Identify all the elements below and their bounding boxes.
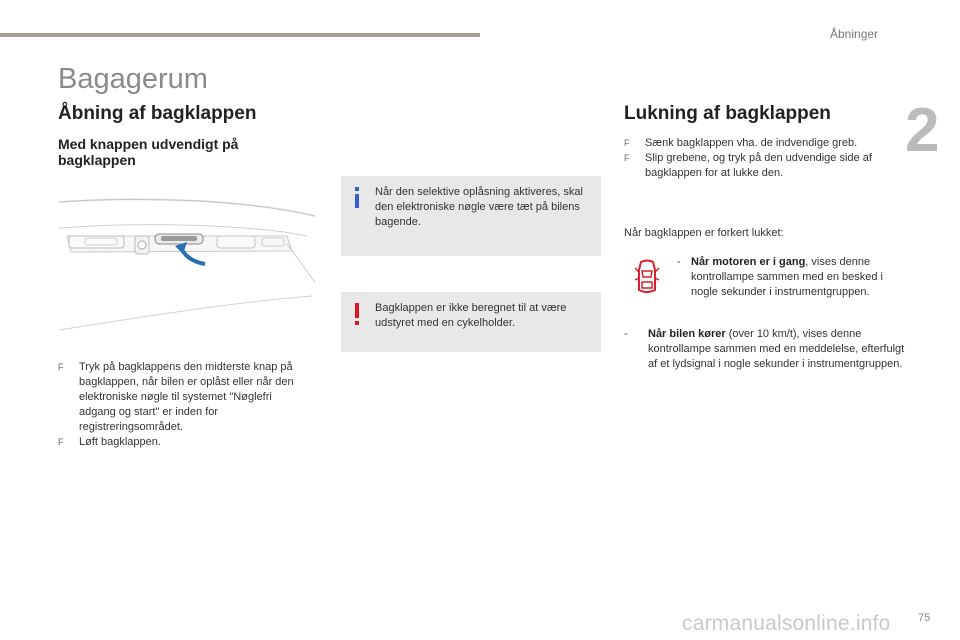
list-item: F Løft bagklappen.: [58, 436, 161, 448]
info-note-text: Når den selektive oplåsning aktiveres, skal den elektroniske nøgle være tæt på bilens bagende.: [375, 186, 583, 228]
bullet-icon: F: [624, 138, 630, 148]
open-tailgate-warning-icon: [632, 258, 662, 296]
right-heading: Lukning af bagklappen: [624, 103, 831, 124]
driving-warning: - Når bilen kører (over 10 km/t), vises denne kontrollampe sammen med en meddelelse, efterfulgt af et lydsignal i nogle sekunder i instrumentgruppen.: [624, 328, 905, 370]
section-label: Åbninger: [830, 27, 879, 41]
list-item: F Slip grebene, og tryk på den udvendige side af bagklappen for at lukke den.: [624, 152, 872, 179]
info-icon: [350, 186, 364, 210]
opening-steps: [58, 360, 308, 450]
header-bar: [0, 33, 480, 37]
chapter-number: 2: [905, 96, 940, 165]
incorrectly-closed-intro: Når bagklappen er forkert lukket:: [624, 227, 784, 239]
engine-running-warning: - Når motoren er i gang, vises denne kontrollampe sammen med en besked i nogle sekunder i instrumentgruppen.: [677, 256, 883, 298]
tailgate-button-illustration: [57, 196, 319, 336]
bullet-icon: F: [58, 437, 64, 447]
page-number: 75: [918, 612, 931, 624]
bullet-icon: F: [58, 362, 64, 372]
info-note: [341, 176, 601, 256]
exclamation-icon: [350, 302, 364, 326]
warning-note: [341, 292, 601, 352]
watermark: carmanualsonline.info: [682, 612, 891, 635]
closing-steps: [624, 136, 894, 181]
list-item: F Tryk på bagklappens den midterste knap på bagklappen, når bilen er oplåst eller når den elektroniske nøgle til systemet "Nøglefri adgang og start" er inden for registreringsområdet.: [58, 361, 294, 433]
left-subheading: Med knappen udvendigt på bagklappen: [58, 136, 239, 168]
list-item: F Sænk bagklappen vha. de indvendige greb.: [624, 137, 858, 149]
left-heading: Åbning af bagklappen: [58, 103, 257, 124]
bullet-icon: F: [624, 153, 630, 163]
page-title: Bagagerum: [58, 63, 208, 95]
warning-note-text: Bagklappen er ikke beregnet til at være udstyret med en cykelholder.: [375, 302, 567, 329]
